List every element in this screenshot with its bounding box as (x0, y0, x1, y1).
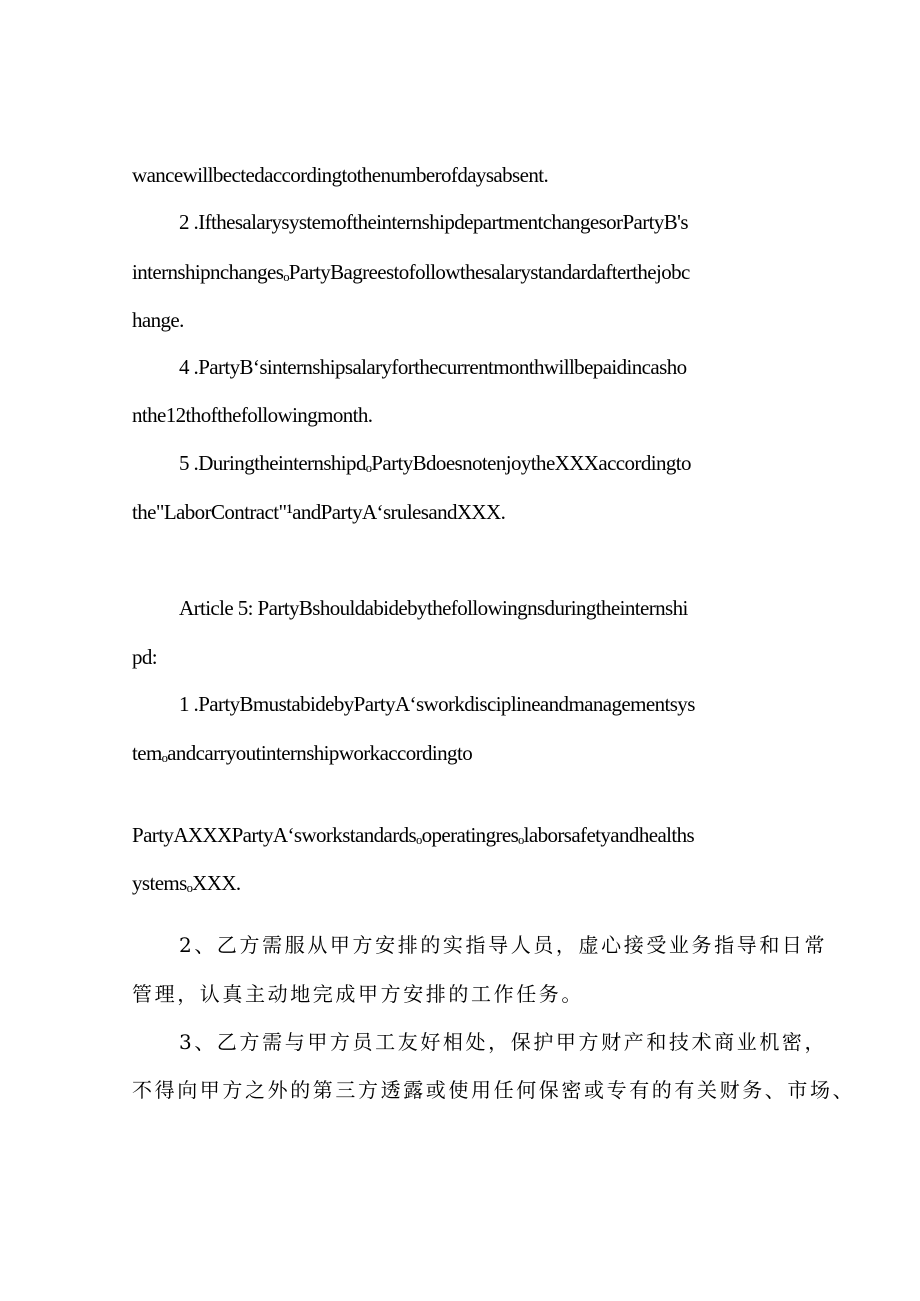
text-line: 管理，认真主动地完成甲方安排的工作任务。 (132, 982, 584, 1006)
text-line: 4 .PartyBʻsinternshipsalaryforthecurrentmonthwillbepaidincasho (179, 355, 687, 379)
text-line: wancewillbectedaccordingtothenumberofdaysabsent. (132, 163, 549, 187)
article-heading: Article 5: PartyBshouldabidebythefollowingnsduringtheinternshi (179, 596, 688, 620)
text-line: PartyAXXXPartyAʻsworkstandardsₒoperatingresₒlaborsafetyandhealths (132, 823, 695, 847)
text-line: temₒandcarryoutinternshipworkaccordingto (132, 741, 473, 765)
text-line: nthe12thofthefollowingmonth. (132, 403, 373, 427)
text-line: ystemsₒXXX. (132, 871, 241, 895)
text-line: 1 .PartyBmustabidebyPartyAʻsworkdisciplineandmanagementsys (179, 692, 695, 716)
text-line: 5 .DuringtheinternshipdₒPartyBdoesnotenjoytheXXXaccordingto (179, 451, 691, 475)
text-line: pd: (132, 645, 158, 669)
text-line: 2、乙方需服从甲方安排的实指导人员，虚心接受业务指导和日常 (179, 933, 828, 957)
text-line: 2 .IfthesalarysystemoftheinternshipdepartmentchangesorPartyB's (179, 210, 688, 234)
text-line: 3、乙方需与甲方员工友好相处，保护甲方财产和技术商业机密， (179, 1030, 828, 1054)
text-line: the"LaborContract"¹andPartyAʻsrulesandXXX. (132, 500, 506, 524)
text-line: hange. (132, 308, 184, 332)
text-line: internshipnchangesₒPartyBagreestofollowthesalarystandardafterthejobc (132, 260, 690, 284)
text-line: 不得向甲方之外的第三方透露或使用任何保密或专有的有关财务、市场、 (132, 1078, 856, 1102)
